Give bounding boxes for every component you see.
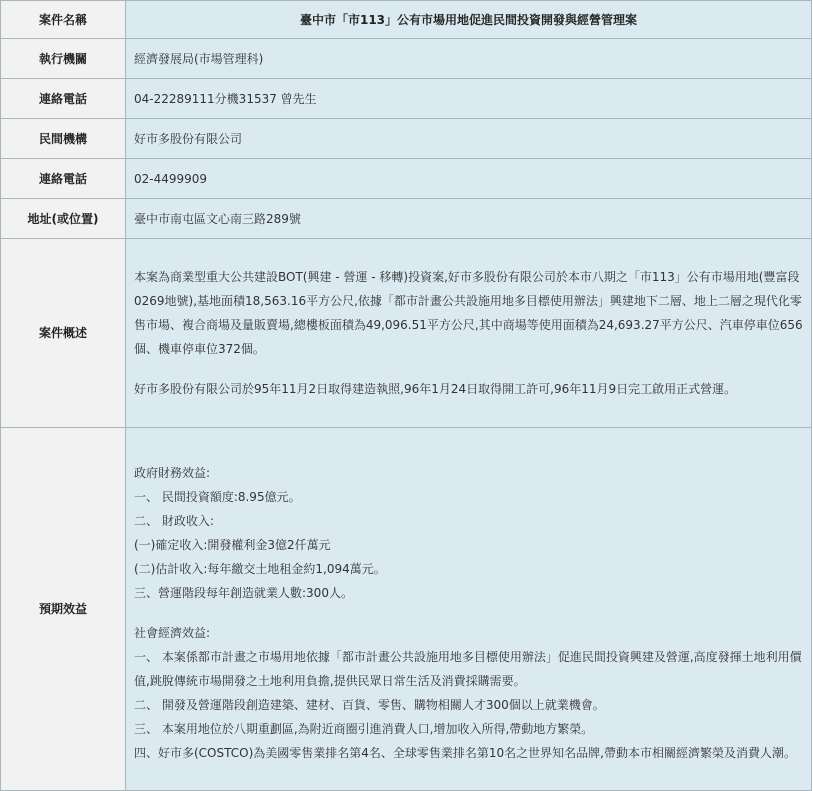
- private-phone-label: 連絡電話: [1, 159, 126, 199]
- agency-phone-label: 連絡電話: [1, 79, 126, 119]
- financial-item: 二、 財政收入:: [134, 514, 214, 528]
- case-name-label: 案件名稱: [1, 1, 126, 39]
- row-address: [1, 199, 812, 239]
- address-label: 地址(或位置): [1, 199, 126, 239]
- row-private-org: [1, 119, 812, 159]
- summary-value: [126, 239, 812, 428]
- row-private-phone: [1, 159, 812, 199]
- social-heading: 社會經濟效益:: [134, 626, 211, 640]
- financial-item: (二)估計收入:每年繳交土地租金約1,094萬元。: [134, 562, 386, 576]
- financial-item: (一)確定收入:開發權利金3億2仟萬元: [134, 538, 331, 552]
- summary-label: 案件概述: [1, 239, 126, 428]
- section-gap: [134, 605, 803, 621]
- social-item: 二、 開發及營運階段創造建築、建材、百貨、零售、購物相關人才300個以上就業機會。: [134, 698, 605, 712]
- summary-paragraph: 本案為商業型重大公共建設BOT(興建 - 營運 - 移轉)投資案,好市多股份有限公司於本市八期之「市113」公有市場用地(豐富段0269地號),基地面積18,563.16平方公尺,依據「都市計畫公共設施用地多目標使用辦法」興建地下二層、地上二層之現代化零售市場、複合商場及量販賣場,總樓板面積為49,096.51平方公尺,其中商場等使用面積為24,693.27平方公尺、汽車停車位656個、機車停車位372個。: [134, 270, 803, 356]
- financial-heading: 政府財務效益:: [134, 466, 211, 480]
- social-item: 一、 本案係都市計畫之市場用地依據「都市計畫公共設施用地多目標使用辦法」促進民間投資興建及營運,高度發揮土地利用價值,跳脫傳統市場開發之土地利用負擔,提供民眾日常生活及消費採購需要。: [134, 650, 802, 688]
- social-item: 四、好市多(COSTCO)為美國零售業排名第4名、全球零售業排名第10名之世界知名品牌,帶動本市相關經濟繁榮及消費人潮。: [134, 746, 796, 760]
- address-value: 臺中市南屯區文心南三路289號: [126, 199, 812, 239]
- agency-label: 執行機關: [1, 39, 126, 79]
- social-item: 三、 本案用地位於八期重劃區,為附近商圈引進消費人口,增加收入所得,帶動地方繁榮。: [134, 722, 594, 736]
- row-agency-phone: [1, 79, 812, 119]
- private-org-value: 好市多股份有限公司: [126, 119, 812, 159]
- benefits-value: [126, 428, 812, 791]
- private-phone-value: 02-4499909: [126, 159, 812, 199]
- row-agency: [1, 39, 812, 79]
- financial-item: 一、 民間投資額度:8.95億元。: [134, 490, 301, 504]
- benefits-label: 預期效益: [1, 428, 126, 791]
- private-org-label: 民間機構: [1, 119, 126, 159]
- financial-item: 三、營運階段每年創造就業人數:300人。: [134, 586, 353, 600]
- row-summary: [1, 239, 812, 428]
- agency-value: 經濟發展局(市場管理科): [126, 39, 812, 79]
- row-benefits: [1, 428, 812, 791]
- summary-paragraph: 好市多股份有限公司於95年11月2日取得建造執照,96年1月24日取得開工許可,96年11月9日完工啟用正式營運。: [134, 382, 737, 396]
- case-name-value: 臺中市「市113」公有市場用地促進民間投資開發與經營管理案: [126, 1, 812, 39]
- row-case-name: [1, 1, 812, 39]
- agency-phone-value: 04-22289111分機31537 曾先生: [126, 79, 812, 119]
